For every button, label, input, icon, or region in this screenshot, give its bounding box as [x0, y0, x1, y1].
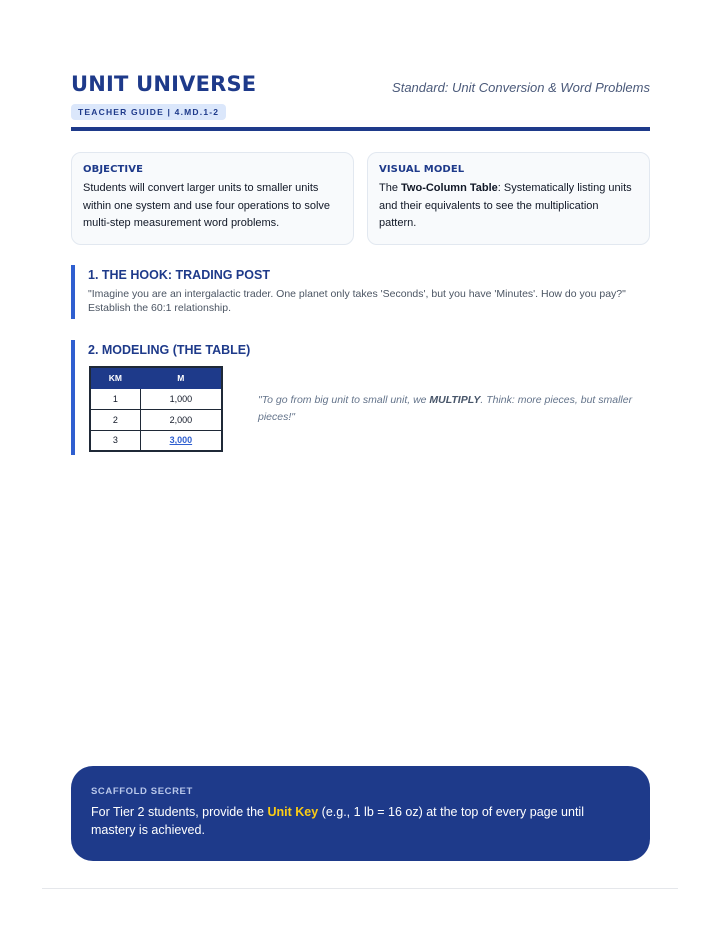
table-cell: 2: [90, 409, 140, 430]
table-header-m: M: [140, 367, 222, 388]
table-cell-highlight: 3,000: [140, 430, 222, 451]
hook-text: "Imagine you are an intergalactic trader. One planet only takes 'Seconds', but you have 'Minutes'. How do you pay?" Establish the 60:1 relationship.: [88, 288, 626, 314]
table-row: [90, 409, 222, 430]
objective-card: [71, 152, 354, 245]
table-cell: 3: [90, 430, 140, 451]
table-cell: 1: [90, 388, 140, 409]
visual-model-text: [379, 180, 638, 233]
unit-key-highlight: Unit Key: [267, 805, 319, 819]
table-cell: 1,000: [140, 388, 222, 409]
teacher-guide-badge: TEACHER GUIDE | 4.MD.1-2: [71, 104, 226, 120]
scaffold-title: SCAFFOLD SECRET: [91, 786, 193, 797]
footer-divider: [42, 888, 678, 889]
quote-bold: MULTIPLY: [429, 394, 481, 406]
visual-model-suffix: : Systematically listing units and their equivalents to see the multiplication pattern.: [379, 182, 632, 229]
table-header-row: [90, 367, 222, 388]
page-title: UNIT UNIVERSE: [71, 72, 257, 96]
teacher-quote: [258, 392, 648, 426]
modeling-title: 2. MODELING (THE TABLE): [88, 343, 251, 357]
table-row: [90, 388, 222, 409]
header-divider: [71, 127, 650, 131]
scaffold-box: [71, 766, 650, 861]
visual-model-prefix: The: [379, 182, 402, 194]
scaffold-prefix: For Tier 2 students, provide the: [91, 805, 268, 819]
quote-prefix: "To go from big unit to small unit, we: [258, 394, 430, 406]
table-cell: 2,000: [140, 409, 222, 430]
visual-model-card: [367, 152, 650, 245]
table-row: [90, 430, 222, 451]
table-header-km: KM: [90, 367, 140, 388]
visual-model-title: VISUAL MODEL: [379, 164, 465, 175]
standard-label: Standard: Unit Conversion & Word Problems: [392, 80, 650, 95]
quote-suffix: . Think: more pieces, but smaller pieces!": [258, 394, 633, 423]
objective-title: OBJECTIVE: [83, 164, 144, 175]
header: [71, 72, 650, 120]
modeling-section: [71, 340, 650, 455]
objective-text: Students will convert larger units to smaller units within one system and use four operations to solve multi-step measurement word problems.: [83, 182, 331, 229]
visual-model-bold: Two-Column Table: [401, 182, 498, 194]
conversion-table: [89, 366, 223, 452]
hook-section: [71, 265, 650, 319]
scaffold-suffix: (e.g., 1 lb = 16 oz) at the top of every page until mastery is achieved.: [91, 805, 584, 837]
hook-title: 1. THE HOOK: TRADING POST: [88, 268, 270, 282]
scaffold-text: [91, 803, 630, 839]
